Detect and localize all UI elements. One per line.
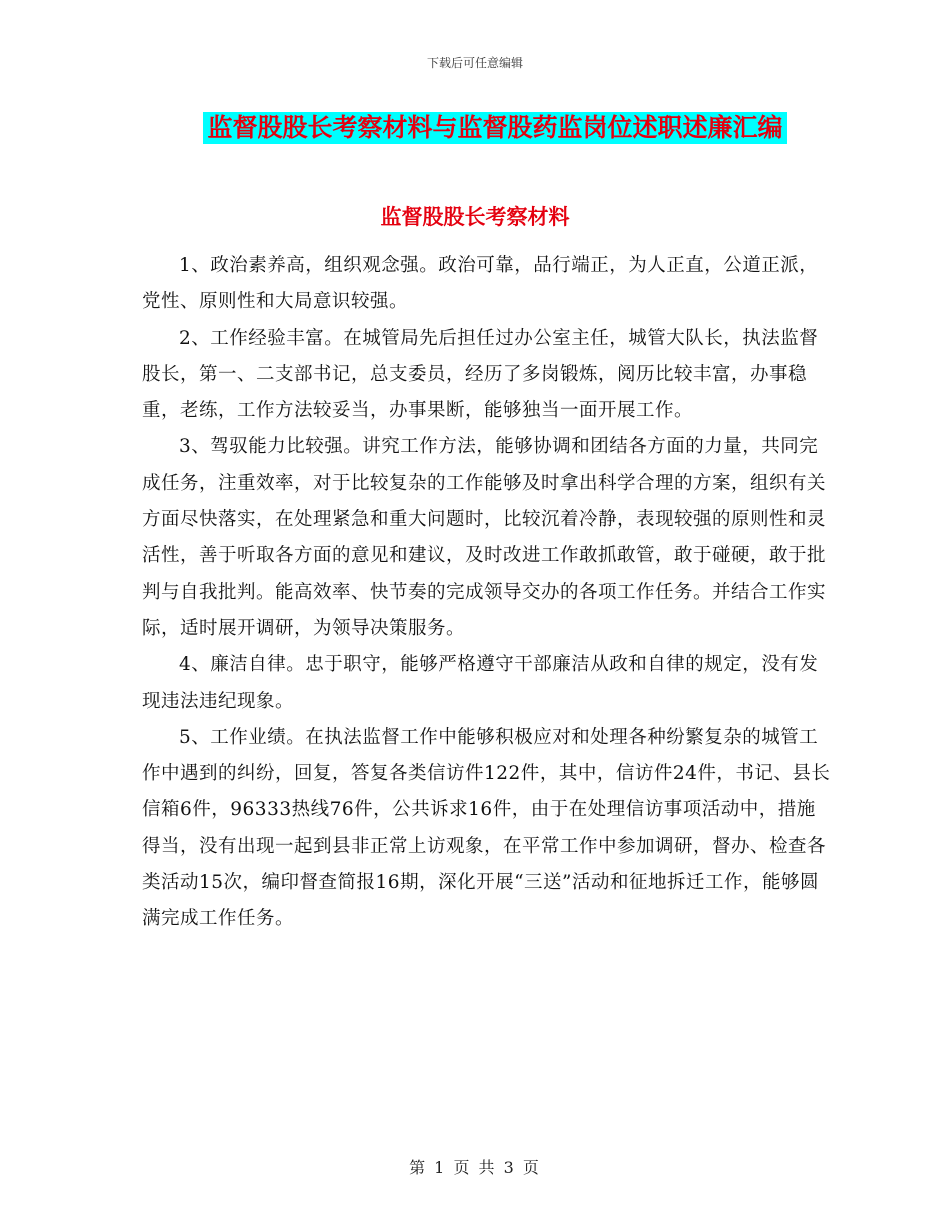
document-body	[142, 248, 832, 938]
page-number-footer: 第 1 页 共 3 页	[409, 1158, 541, 1177]
section-title: 监督股股长考察材料	[380, 205, 570, 229]
paragraph-1: 1、政治素养高，组织观念强。政治可靠，品行端正，为人正直，公道正派，党性、原则性和大局意识较强。	[142, 255, 819, 313]
main-title-container	[0, 112, 950, 144]
paragraph-2: 2、工作经验丰富。在城管局先后担任过办公室主任，城管大队长，执法监督股长，第一、二支部书记，总支委员，经历了多岗锻炼，阅历比较丰富，办事稳重，老练，工作方法较妥当，办事果断，能够独当一面开展工作。	[142, 327, 819, 422]
paragraph-5: 5、工作业绩。在执法监督工作中能够积极应对和处理各种纷繁复杂的城管工作中遇到的纠纷，回复，答复各类信访件122件，其中，信访件24件，书记、县长信箱6件，96333热线76件，公共诉求16件，由于在处理信访事项活动中，措施得当，没有出现一起到县非正常上访观象，在平常工作中参加调研，督办、检查各类活动15次，编印督查简报16期，深化开展“三送”活动和征地拆迁工作，能够圆满完成工作任务。	[142, 726, 831, 930]
page-header-note: 下载后可任意编辑	[426, 56, 523, 70]
paragraph-4: 4、廉洁自律。忠于职守，能够严格遵守干部廉洁从政和自律的规定，没有发现违法违纪现象。	[142, 654, 819, 712]
paragraph-3: 3、驾驭能力比较强。讲究工作方法，能够协调和团结各方面的力量，共同完成任务，注重效率，对于比较复杂的工作能够及时拿出科学合理的方案，组织有关方面尽快落实，在处理紧急和重大问题时，比较沉着冷静，表现较强的原则性和灵活性，善于听取各方面的意见和建议，及时改进工作敢抓敢管，敢于碰硬，敢于批判与自我批判。能高效率、快节奏的完成领导交办的各项工作任务。并结合工作实际，适时展开调研，为领导决策服务。	[142, 436, 827, 639]
document-main-title: 监督股股长考察材料与监督股药监岗位述职述廉汇编	[203, 112, 786, 144]
